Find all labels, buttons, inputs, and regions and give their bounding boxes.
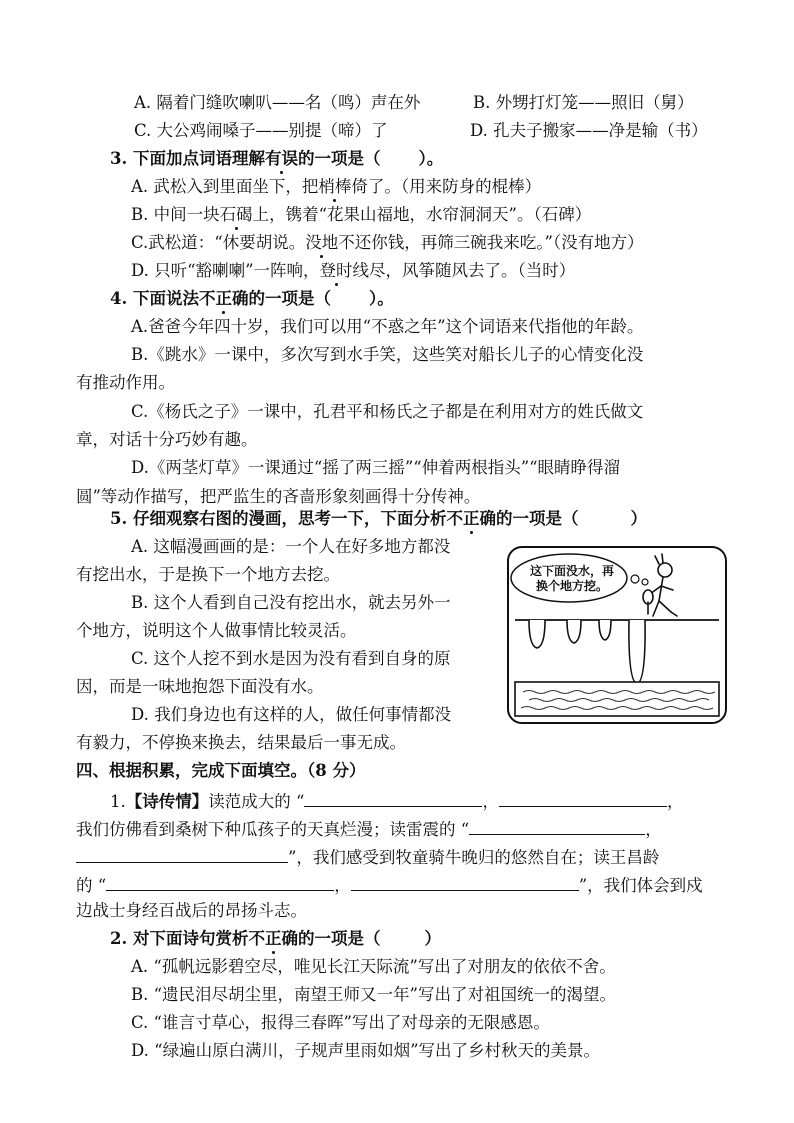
s4q2-option-d: D. “绿遍山原白满川，子规声里雨如烟”写出了乡村秋天的美景。 [131,1041,601,1060]
s4q2-option-c: C. “谁言寸草心，报得三春晖”写出了对母亲的无限感恩。 [131,1013,550,1032]
fill-blank[interactable] [76,844,288,863]
q3-option-d: D. 只听“豁喇喇”一阵响，登时线尽，风筝随风去了。（当时） [131,261,576,280]
q2-option-b: B. 外甥打灯笼——照旧（舅） [473,93,694,112]
fill-blank[interactable] [469,816,645,835]
q4-option-b-line2: 有推动作用。 [76,373,175,392]
fill-blank[interactable] [499,788,667,807]
q4-option-d-line2: 圆”等动作描写，把严监生的吝啬形象刻画得十分传神。 [76,487,481,506]
s4q1-line1: 1.【诗传情】读范成大的 “ ， ， [110,788,683,813]
q5-option-d-line2: 有毅力，不停换来换去，结果最后一事无成。 [76,733,406,752]
q4-stem: 4. 下面说法不正确的一项是（ ）。 [110,289,394,308]
q5-option-c-line1: C. 这个人挖不到水是因为没有看到自身的原 [131,649,451,668]
fill-blank[interactable] [106,872,334,891]
s4q2-dotted-text: 不正确 [248,929,298,948]
q4-option-c-line1: C.《杨氏之子》一课中，孔君平和杨氏之子都是在利用对方的姓氏做文 [131,402,644,421]
q3-dotted-text: 有误 [264,149,298,168]
q5-option-b-line2: 个地方，说明这个人做事情比较灵活。 [76,621,357,640]
comic-speech-text: 这下面没水，再 换个地方挖。 [529,564,614,593]
q5-option-a-line1: A. 这幅漫画画的是：一个人在好多地方都没 [131,537,451,556]
q5-option-d-line1: D. 我们身边也有这样的人，做任何事情都没 [131,705,452,724]
s4q1-line4: 的 “ ， ”，我们体会到戍 [76,872,703,897]
q4-option-c-line2: 章，对话十分巧妙有趣。 [76,430,258,449]
q3-option-a: A. 武松入到里面坐下，把梢棒倚了。（用来防身的棍棒） [131,177,542,196]
s4q1-line5: 边战士身经百战后的昂扬斗志。 [76,901,307,920]
s4q1-line2: 我们仿佛看到桑树下种瓜孩子的天真烂漫；读雷震的 “ ， [76,816,662,841]
q5-option-a-line2: 有挖出水，于是换下一个地方去挖。 [76,565,340,584]
q4-option-a: A.爸爸今年四十岁，我们可以用“不惑之年”这个词语来代指他的年龄。 [131,317,644,336]
q2-option-a: A. 隔着门缝吹喇叭——名（鸣）声在外 [134,93,421,112]
fill-blank[interactable] [351,872,579,891]
q3-stem: 3. 下面加点词语理解有误的一项是（ ）。 [110,149,444,168]
s4q2-option-b: B. “遗民泪尽胡尘里，南望王师又一年”写出了对祖国统一的渴望。 [131,985,616,1004]
q2-option-c: C. 大公鸡闹嗓子——别提（啼）了 [134,121,388,140]
q5-dotted-text: 不正确 [446,509,496,528]
q4-option-b-line1: B.《跳水》一课中，多次写到水手笑，这些笑对船长儿子的心情变化没 [131,345,644,364]
q3-option-c: C.武松道：“休要胡说。没地不还你钱，再筛三碗我来吃。”（没有地方） [131,233,644,252]
q3-option-b: B. 中间一块石碣上，镌着“花果山福地，水帘洞洞天”。（石碑） [131,205,592,224]
q5-stem: 5. 仔细观察右图的漫画，思考一下，下面分析不正确的一项是（ ） [110,509,647,528]
s4q1-line3: ”，我们感受到牧童骑牛晚归的悠然自在；读王昌龄 [76,844,659,869]
section-4-title: 四、根据积累，完成下面填空。（8 分） [76,761,366,780]
fill-blank[interactable] [304,788,482,807]
comic-illustration [507,546,727,724]
q5-option-c-line2: 因，而是一味地抱怨下面没有水。 [76,677,324,696]
s4q2-stem: 2. 对下面诗句赏析不正确的一项是（ ） [110,929,441,948]
q5-option-b-line1: B. 这个人看到自己没有挖出水，就去另外一 [131,593,451,612]
q2-option-d: D. 孔夫子搬家——净是输（书） [470,121,708,140]
q4-dotted-text: 不正确 [198,289,249,308]
q4-option-d-line1: D.《两茎灯草》一课通过“摇了两三摇”“伸着两根指头”“眼睛睁得溜 [131,458,621,477]
s4q2-option-a: A. “孤帆远影碧空尽，唯见长江天际流”写出了对朋友的依依不舍。 [131,957,616,976]
